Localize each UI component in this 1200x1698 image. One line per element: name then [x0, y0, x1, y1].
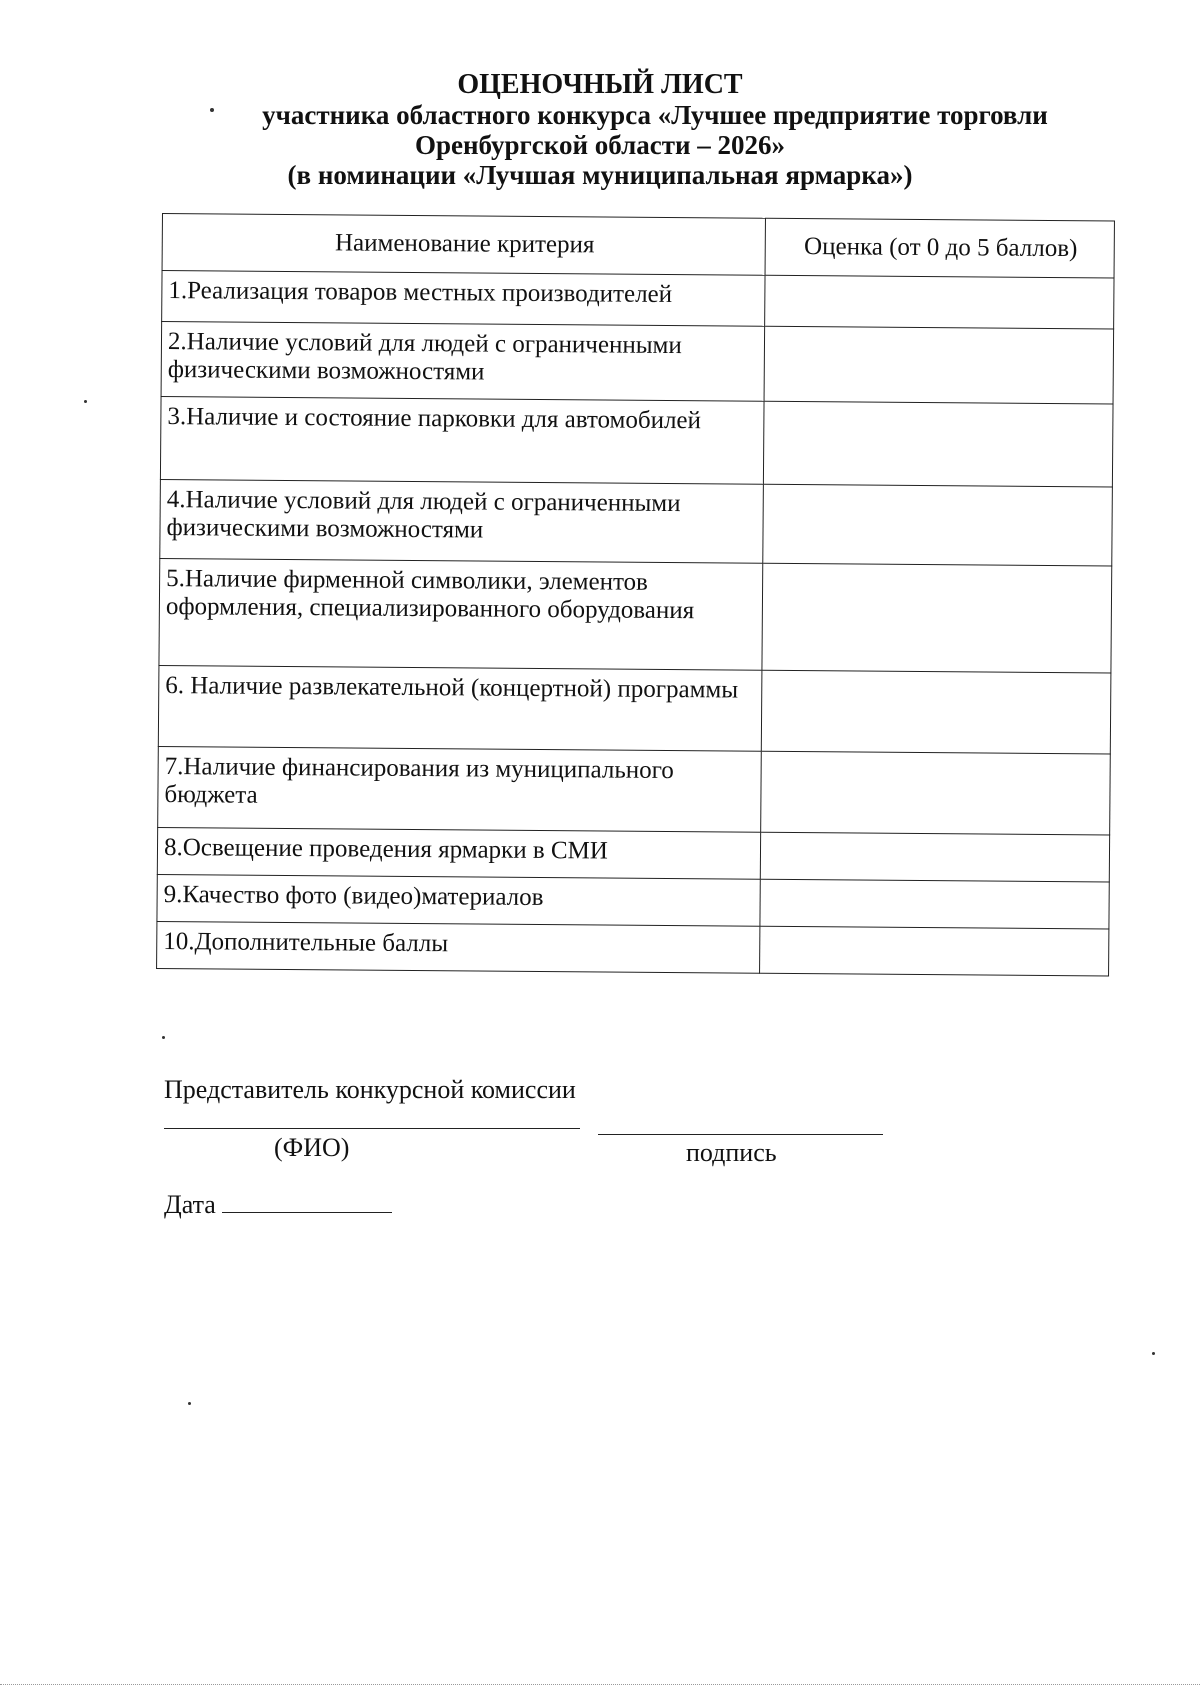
criterion-cell: 7.Наличие финансирования из муниципального бюджета — [158, 746, 762, 832]
scan-speck — [188, 1402, 191, 1405]
scan-speck — [162, 1036, 165, 1039]
document-header — [0, 70, 1200, 190]
criterion-cell: 4.Наличие условий для людей с ограниченными физическими возможностями — [160, 479, 764, 563]
score-cell[interactable] — [760, 832, 1109, 882]
criterion-cell: 3.Наличие и состояние парковки для автомобилей — [160, 396, 764, 484]
document-title: ОЦЕНОЧНЫЙ ЛИСТ — [457, 69, 743, 100]
evaluation-table — [156, 213, 1115, 976]
table-row — [162, 271, 1114, 329]
criterion-cell: 9.Качество фото (видео)материалов — [157, 874, 760, 926]
table-row — [157, 921, 1109, 975]
score-cell[interactable] — [760, 879, 1109, 929]
date-line[interactable] — [222, 1190, 392, 1213]
scan-speck — [1152, 1352, 1155, 1355]
table-row — [159, 558, 1112, 672]
signature-line[interactable] — [598, 1134, 883, 1135]
title-line-2: Оренбургской области – 2026» — [414, 130, 786, 160]
date-label: Дата — [164, 1190, 216, 1219]
criterion-cell: 6. Наличие развлекательной (концертной) программы — [158, 665, 762, 751]
scan-speck — [84, 400, 87, 403]
scan-edge-divider — [0, 1684, 1200, 1685]
score-cell[interactable] — [765, 275, 1114, 329]
table-row — [161, 322, 1114, 404]
table-row — [158, 665, 1111, 753]
score-column-header: Оценка (от 0 до 5 баллов) — [765, 218, 1114, 278]
criterion-cell: 5.Наличие фирменной символики, элементов оформления, специализированного оборудования — [159, 558, 763, 670]
title-line-1: участника областного конкурса «Лучшее предприятие торговли — [262, 100, 1048, 130]
criterion-cell: 2.Наличие условий для людей с ограниченными физическими возможностями — [161, 322, 765, 402]
fio-caption: (ФИО) — [274, 1133, 350, 1162]
table-row — [158, 746, 1111, 834]
table-row — [160, 396, 1113, 486]
score-cell[interactable] — [761, 751, 1111, 835]
fio-line[interactable] — [164, 1128, 580, 1129]
criterion-cell: 1.Реализация товаров местных производителей — [162, 271, 765, 327]
criterion-column-header: Наименование критерия — [162, 214, 765, 276]
table-row — [160, 479, 1113, 565]
table-row — [157, 874, 1109, 928]
criterion-cell: 10.Дополнительные баллы — [157, 921, 760, 973]
criterion-cell: 8.Освещение проведения ярмарки в СМИ — [157, 827, 760, 879]
table-header-row — [162, 214, 1114, 278]
table-row — [157, 827, 1109, 881]
signature-caption: подпись — [686, 1138, 777, 1167]
title-line-3: (в номинации «Лучшая муниципальная ярмарка») — [287, 160, 913, 190]
representative-label: Представитель конкурсной комиссии — [164, 1075, 576, 1104]
scan-speck — [210, 108, 214, 112]
score-cell[interactable] — [762, 563, 1112, 673]
date-row — [164, 1190, 392, 1220]
score-cell[interactable] — [760, 926, 1109, 976]
score-cell[interactable] — [763, 484, 1113, 566]
score-cell[interactable] — [761, 670, 1111, 754]
score-cell[interactable] — [763, 401, 1113, 487]
score-cell[interactable] — [764, 326, 1114, 404]
